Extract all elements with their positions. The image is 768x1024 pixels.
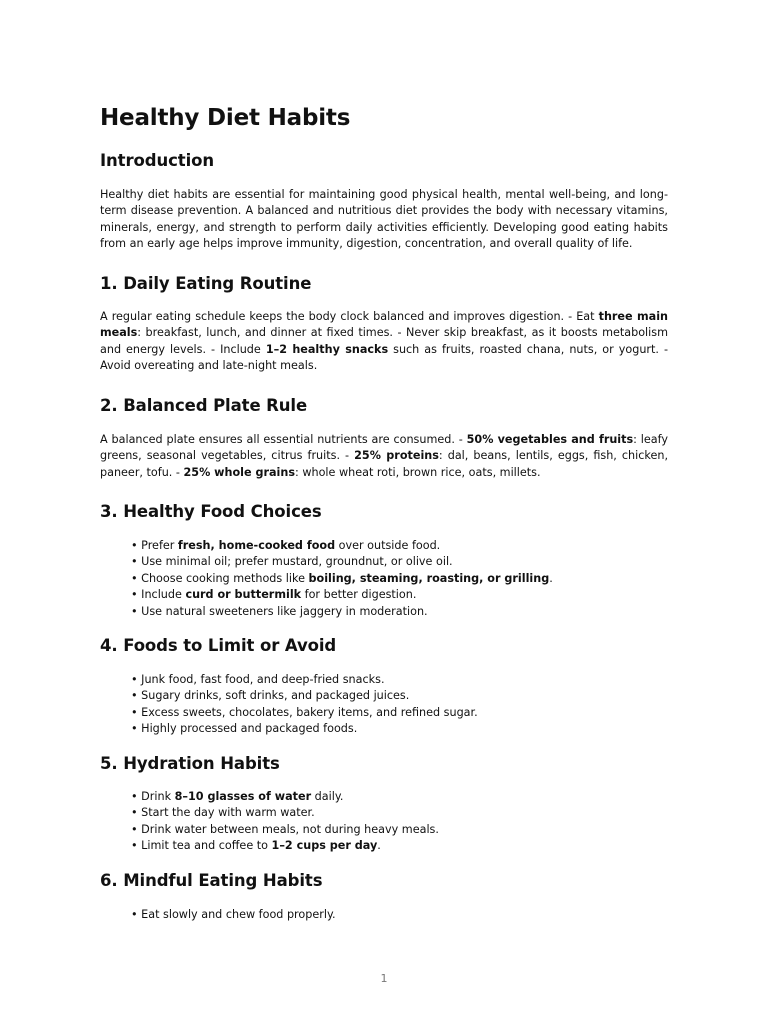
list-item [131,838,439,854]
section-6-heading: 6. Mindful Eating Habits [100,871,323,890]
list-item [131,587,553,603]
document-title: Healthy Diet Habits [100,105,351,131]
list-item [131,604,553,620]
bold-run: 25% proteins [354,449,439,463]
bold-run: 1–2 healthy snacks [265,342,389,356]
intro-paragraph: Healthy diet habits are essential for maintaining good physical health, mental well-being, and long-term disease prevention. A balanced and nutritious diet provides the body with necessary vitamins, minerals, energy, and strength to perform daily activities efficiently. Developing good eating habits from an early age helps improve immunity, digestion, concentration, and overall quality of life. [100,188,668,251]
section-1-heading: 1. Daily Eating Routine [100,274,312,293]
list-item [131,571,553,587]
section-3-heading: 3. Healthy Food Choices [100,502,322,521]
text-run: • Choose cooking methods like [131,571,309,585]
section-4-heading: 4. Foods to Limit or Avoid [100,636,337,655]
page-number: 1 [380,972,388,985]
text-run: • Start the day with warm water. [131,806,315,820]
bold-run: 1–2 cups per day [271,839,378,853]
list-item [131,554,553,570]
section-2-heading: 2. Balanced Plate Rule [100,396,308,415]
section-5-heading: 5. Hydration Habits [100,754,280,773]
text-run: daily. [311,790,344,803]
text-run: : dal, beans, lentils, eggs, fish, chicken, paneer, tofu. - [100,449,669,479]
text-run: . [549,571,553,585]
bold-run: 25% whole grains [183,465,296,479]
text-run: for better digestion. [301,588,417,602]
list-item: • Excess sweets, chocolates, bakery items, and refined sugar. [131,705,478,719]
text-run: • Drink [131,790,175,803]
intro-heading: Introduction [100,151,215,170]
text-run: : whole wheat roti, brown rice, oats, millets. [295,465,541,479]
text-run: A regular eating schedule keeps the body clock balanced and improves digestion. - Eat [100,310,599,323]
text-run: • Limit tea and coffee to [131,839,272,853]
text-run: over outside food. [335,539,441,552]
text-run: . [377,839,381,853]
text-run: • Include [131,588,186,602]
text-run: : leafy greens, seasonal vegetables, citrus fruits. - [100,433,668,463]
list-item [131,789,439,805]
section-5-list [131,789,439,855]
bold-run: fresh, home-cooked food [177,539,336,552]
list-item [131,805,439,821]
bold-run: boiling, steaming, roasting, or grilling [308,571,550,585]
section-2-paragraph [100,432,668,481]
bold-run: three main meals [100,310,668,340]
list-item: • Junk food, fast food, and deep-fried snacks. [131,673,385,686]
list-item: • Highly processed and packaged foods. [131,722,358,736]
text-run: • Use minimal oil; prefer mustard, groundnut, or olive oil. [131,555,453,569]
text-run: A balanced plate ensures all essential nutrients are consumed. - [100,433,467,446]
list-item [131,822,439,838]
bold-run: curd or buttermilk [185,588,302,602]
section-1-paragraph [100,309,668,375]
bold-run: 8–10 glasses of water [174,790,312,803]
bold-run: 50% vegetables and fruits [466,433,634,446]
text-run: such as fruits, roasted chana, nuts, or yogurt. - Avoid overeating and late-night meals. [100,342,668,373]
list-item: • Eat slowly and chew food properly. [131,908,336,921]
section-6-list [131,907,336,923]
list-item [131,538,553,554]
text-run: • Use natural sweeteners like jaggery in moderation. [131,604,428,618]
section-3-list [131,538,553,620]
text-run: • Prefer [131,539,178,552]
list-item: • Sugary drinks, soft drinks, and packaged juices. [131,689,410,703]
text-run: • Drink water between meals, not during heavy meals. [131,822,439,836]
section-4-list [131,672,478,738]
text-run: : breakfast, lunch, and dinner at fixed times. - Never skip breakfast, as it boosts metabolism and energy levels. - Include [100,326,668,356]
